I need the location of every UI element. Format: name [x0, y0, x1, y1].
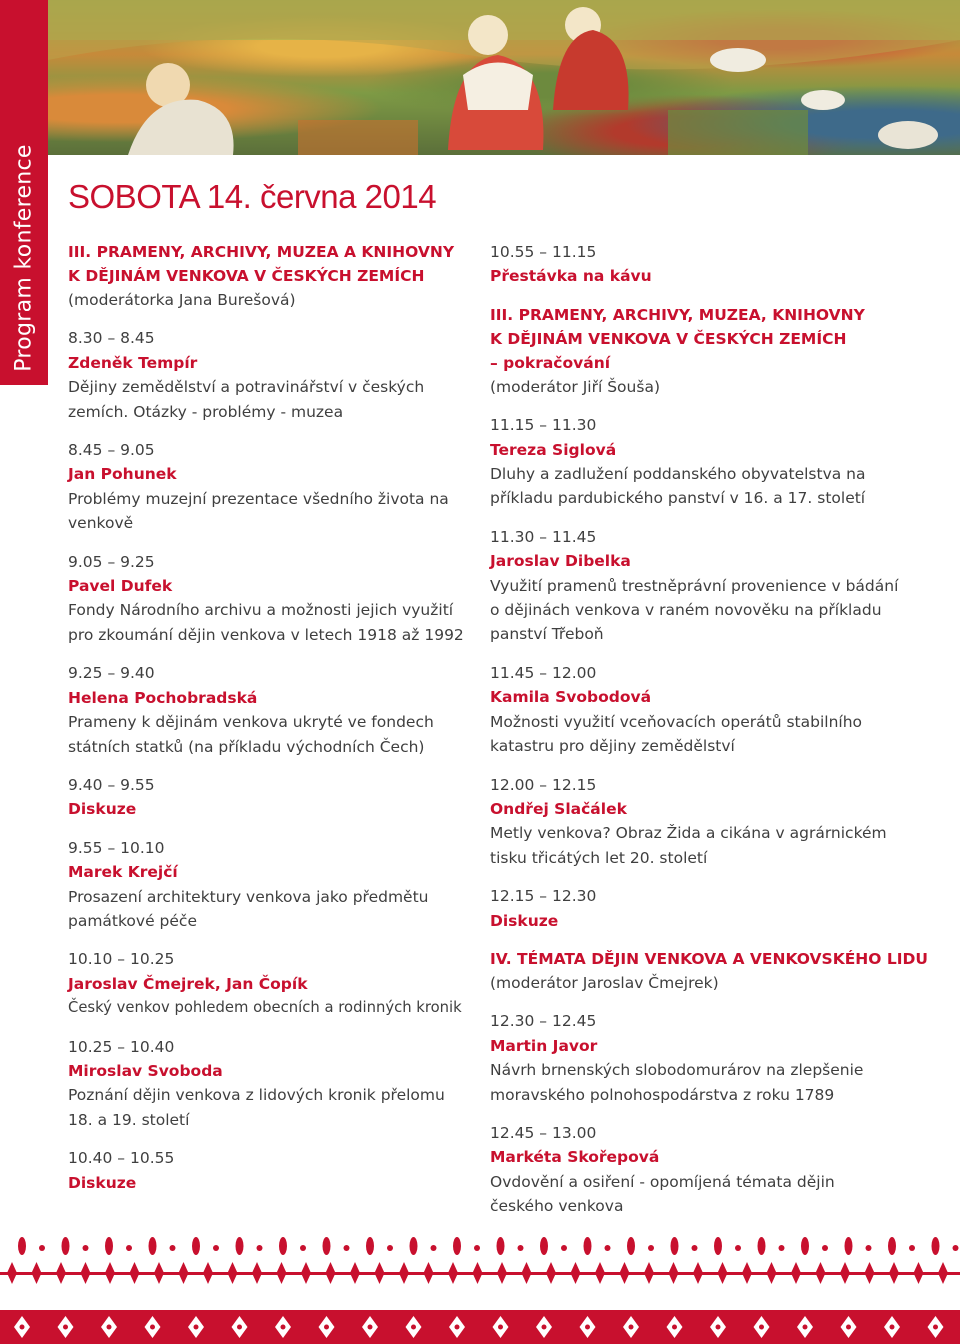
- item-speaker: Diskuze: [68, 1173, 137, 1192]
- ornament-drop: [236, 1237, 244, 1255]
- ornament-drop: [62, 1237, 70, 1255]
- ornament-diamond: [32, 1262, 42, 1284]
- ornament-diamond: [914, 1262, 924, 1284]
- item-time: 10.40 – 10.55: [68, 1149, 175, 1168]
- ornament-dot: [779, 1245, 785, 1251]
- ornament-diamond: [718, 1262, 728, 1284]
- item-time: 9.25 – 9.40: [68, 664, 155, 683]
- ornament-diamond: [693, 1262, 703, 1284]
- ornament-diamond: [105, 1262, 115, 1284]
- program-item: [68, 773, 468, 822]
- program-item: [490, 413, 890, 511]
- item-time: 12.45 – 13.00: [490, 1123, 597, 1142]
- ornament-drop: [758, 1237, 766, 1255]
- ornament-dot: [213, 1245, 219, 1251]
- item-time: 9.40 – 9.55: [68, 775, 155, 794]
- ornament-cross-center: [20, 1325, 25, 1330]
- section-title-line: III. PRAMENY, ARCHIVY, MUZEA, KNIHOVNY: [490, 305, 865, 324]
- item-speaker: Jan Pohunek: [68, 465, 177, 484]
- item-speaker: Jaroslav Dibelka: [490, 552, 631, 571]
- ornament-cross-center: [237, 1325, 242, 1330]
- program-item: [68, 1035, 468, 1133]
- item-title-line: Návrh brnenských slobodomurárov na zlepšenie: [490, 1061, 864, 1080]
- item-title-line: Problémy muzejní prezentace všedního života na: [68, 489, 449, 508]
- ornament-dot: [126, 1245, 132, 1251]
- ornament-drop: [888, 1237, 896, 1255]
- ornament-diamond: [448, 1262, 458, 1284]
- ornament-diamond: [840, 1262, 850, 1284]
- program-item: [68, 836, 468, 934]
- ornament-diamond: [350, 1262, 360, 1284]
- ornament-cross-center: [542, 1325, 547, 1330]
- program-item: [68, 947, 468, 1020]
- ornament-diamond: [424, 1262, 434, 1284]
- ornament-drop: [627, 1237, 635, 1255]
- section-title-line: IV. TÉMATA DĚJIN VENKOVA A VENKOVSKÉHO LIDU: [490, 949, 928, 968]
- ornament-cross-center: [716, 1325, 721, 1330]
- item-title-line: 18. a 19. století: [68, 1110, 190, 1129]
- right-column: [490, 240, 928, 1233]
- item-time: 9.05 – 9.25: [68, 552, 155, 571]
- ornament-dot: [83, 1245, 89, 1251]
- item-title-line: Využití pramenů trestněprávní provenience v bádání: [490, 576, 899, 595]
- item-title-line: venkově: [68, 514, 134, 533]
- ornament-dot: [344, 1245, 350, 1251]
- item-title-line: pro zkoumání dějin venkova v letech 1918 až 1992: [68, 625, 464, 644]
- ornament-diamond: [669, 1262, 679, 1284]
- program-item: [68, 1146, 468, 1195]
- section-title-line: K DĚJINÁM VENKOVA V ČESKÝCH ZEMÍCH: [490, 329, 847, 348]
- ornament-dot: [822, 1245, 828, 1251]
- ornament-cross-center: [803, 1325, 808, 1330]
- moderator: (moderátor Jaroslav Čmejrek): [490, 973, 719, 992]
- left-column: [68, 240, 468, 1209]
- ornament-drop: [18, 1237, 26, 1255]
- ornament-diamond: [522, 1262, 532, 1284]
- ornament-drop: [323, 1237, 331, 1255]
- ornament-drop: [366, 1237, 374, 1255]
- coffee-break: [490, 240, 890, 289]
- ornament-diamond: [644, 1262, 654, 1284]
- ornament-dot: [170, 1245, 176, 1251]
- item-time: 12.30 – 12.45: [490, 1012, 597, 1031]
- item-time: 9.55 – 10.10: [68, 838, 165, 857]
- program-item: [490, 1009, 890, 1107]
- item-speaker: Helena Pochobradská: [68, 688, 258, 707]
- painting-figures: [48, 0, 960, 155]
- item-title-line: Fondy Národního archivu a možnosti jejich využití: [68, 601, 454, 620]
- ornament-dot: [474, 1245, 480, 1251]
- header-painting: [48, 0, 960, 155]
- ornament-diamond: [56, 1262, 66, 1284]
- ornament-cross-center: [368, 1325, 373, 1330]
- ornament-drop: [453, 1237, 461, 1255]
- item-title-line: Možnosti využití vceňovacích operátů stabilního: [490, 712, 863, 731]
- item-title-line: Metly venkova? Obraz Žida a cikána v agrárnickém: [490, 824, 887, 843]
- section-title-line: III. PRAMENY, ARCHIVY, MUZEA A KNIHOVNY: [68, 243, 455, 261]
- ornament-diamond: [7, 1262, 17, 1284]
- ornament-dot: [735, 1245, 741, 1251]
- item-title-line: Český venkov pohledem obecních a rodinných kronik: [68, 999, 462, 1017]
- ornament-cross-center: [890, 1325, 895, 1330]
- item-time: 11.15 – 11.30: [490, 416, 597, 435]
- ornament-cross-center: [281, 1325, 286, 1330]
- ornament-diamond: [546, 1262, 556, 1284]
- item-speaker: Diskuze: [68, 800, 137, 819]
- item-title-line: Prosazení architektury venkova jako předmětu: [68, 887, 429, 906]
- ornament-dot: [39, 1245, 45, 1251]
- item-title-line: moravského polnohospodárstva z roku 1789: [490, 1085, 835, 1104]
- item-time: 11.30 – 11.45: [490, 527, 597, 546]
- item-time: 10.10 – 10.25: [68, 950, 175, 969]
- section-iv-header: [490, 947, 928, 995]
- item-title-line: katastru pro dějiny zemědělství: [490, 737, 735, 756]
- ornament-cross-center: [63, 1325, 68, 1330]
- ornament-drop: [410, 1237, 418, 1255]
- ornament-cross-center: [107, 1325, 112, 1330]
- section-title-line: K DĚJINÁM VENKOVA V ČESKÝCH ZEMÍCH: [68, 267, 425, 285]
- item-speaker: Kamila Svobodová: [490, 688, 652, 707]
- break-label: Přestávka na kávu: [490, 267, 652, 286]
- ornament-diamond: [252, 1262, 262, 1284]
- ornament-diamond: [497, 1262, 507, 1284]
- ornament-diamond: [154, 1262, 164, 1284]
- item-title-line: panství Třeboň: [490, 625, 604, 644]
- ornament-diamond: [399, 1262, 409, 1284]
- item-title-line: Poznání dějin venkova z lidových kronik přelomu: [68, 1086, 445, 1105]
- ornament-drop: [149, 1237, 157, 1255]
- item-title-line: o dějinách venkova v raném novověku na příkladu: [490, 601, 882, 620]
- ornament-diamond: [375, 1262, 385, 1284]
- program-item: [490, 661, 890, 759]
- ornament-diamond: [277, 1262, 287, 1284]
- ornament-dot: [605, 1245, 611, 1251]
- ornament-diamond: [865, 1262, 875, 1284]
- ornament-diamond: [742, 1262, 752, 1284]
- ornament-dot: [431, 1245, 437, 1251]
- ornament-drop: [497, 1237, 505, 1255]
- item-speaker: Markéta Skořepová: [490, 1148, 660, 1167]
- ornament-cross-center: [150, 1325, 155, 1330]
- ornament-row-middle: [0, 1262, 960, 1284]
- ornament-diamond: [571, 1262, 581, 1284]
- ornament-dot: [692, 1245, 698, 1251]
- item-time: 12.15 – 12.30: [490, 887, 597, 906]
- program-item: [490, 773, 890, 871]
- item-title-line: Ovdovění a osiření - opomíjená témata dějin: [490, 1172, 835, 1191]
- ornament-cross-center: [455, 1325, 460, 1330]
- section-title-line: – pokračování: [490, 353, 611, 372]
- item-title-line: zemích. Otázky - problémy - muzea: [68, 402, 344, 421]
- ornament-diamond: [473, 1262, 483, 1284]
- ornament-drop: [279, 1237, 287, 1255]
- ornament-diamond: [938, 1262, 948, 1284]
- ornament-diamond: [179, 1262, 189, 1284]
- item-title-line: památkové péče: [68, 911, 197, 930]
- item-speaker: Jaroslav Čmejrek, Jan Čopík: [68, 974, 308, 993]
- ornament-drop: [540, 1237, 548, 1255]
- ornament-dot: [953, 1245, 959, 1251]
- program-item: [68, 326, 468, 424]
- ornament-diamond: [791, 1262, 801, 1284]
- ornament-diamond: [203, 1262, 213, 1284]
- ornament-cross-center: [629, 1325, 634, 1330]
- ornament-drop: [714, 1237, 722, 1255]
- ornament-drop: [845, 1237, 853, 1255]
- break-time: 10.55 – 11.15: [490, 243, 597, 261]
- item-speaker: Diskuze: [490, 911, 559, 930]
- ornament-row-top: [18, 1237, 959, 1255]
- ornament-cross-center: [498, 1325, 503, 1330]
- item-speaker: Zdeněk Tempír: [68, 353, 198, 372]
- ornament-diamond: [130, 1262, 140, 1284]
- ornament-diamond: [595, 1262, 605, 1284]
- item-time: 10.25 – 10.40: [68, 1037, 175, 1056]
- section-iii-header: [68, 240, 468, 312]
- item-time: 12.00 – 12.15: [490, 775, 597, 794]
- ornament-drop: [192, 1237, 200, 1255]
- ornament-cross-center: [759, 1325, 764, 1330]
- item-title-line: příkladu pardubického panství v 16. a 17. století: [490, 489, 866, 508]
- program-item: [68, 438, 468, 536]
- item-speaker: Marek Krejčí: [68, 863, 178, 882]
- moderator: (moderátorka Jana Burešová): [68, 291, 296, 309]
- ornament-diamond: [816, 1262, 826, 1284]
- side-label: Program konference: [11, 144, 37, 372]
- ornament-cross-center: [585, 1325, 590, 1330]
- item-title-line: státních statků (na příkladu východních Čech): [68, 737, 425, 756]
- folk-ornament: [0, 1228, 960, 1344]
- ornament-dot: [866, 1245, 872, 1251]
- item-time: 11.45 – 12.00: [490, 663, 597, 682]
- ornament-diamond: [620, 1262, 630, 1284]
- item-time: 8.45 – 9.05: [68, 441, 155, 460]
- ornament-cross-center: [672, 1325, 677, 1330]
- item-title-line: Dluhy a zadlužení poddanského obyvatelstva na: [490, 465, 866, 484]
- item-title-line: českého venkova: [490, 1197, 624, 1216]
- ornament-band: [0, 1310, 960, 1344]
- ornament-cross-center: [933, 1325, 938, 1330]
- program-item: [490, 1121, 890, 1219]
- item-speaker: Tereza Siglová: [490, 440, 617, 459]
- ornament-drop: [105, 1237, 113, 1255]
- day-title: SOBOTA 14. června 2014: [68, 178, 437, 215]
- ornament-diamond: [889, 1262, 899, 1284]
- ornament-dot: [257, 1245, 263, 1251]
- ornament-dot: [648, 1245, 654, 1251]
- ornament-dot: [300, 1245, 306, 1251]
- section-iii-continued-header: [490, 303, 890, 399]
- item-title-line: tisku třicátých let 20. století: [490, 848, 708, 867]
- item-time: 8.30 – 8.45: [68, 329, 155, 348]
- ornament-dot: [561, 1245, 567, 1251]
- ornament-diamond: [326, 1262, 336, 1284]
- program-item: [68, 550, 468, 648]
- ornament-drop: [932, 1237, 940, 1255]
- program-item: [68, 661, 468, 759]
- ornament-row-bottom: [0, 1310, 960, 1344]
- item-title-line: Prameny k dějinám venkova ukryté ve fondech: [68, 713, 434, 732]
- ornament-dot: [387, 1245, 393, 1251]
- ornament-diamond: [301, 1262, 311, 1284]
- ornament-dot: [909, 1245, 915, 1251]
- ornament-drop: [584, 1237, 592, 1255]
- ornament-cross-center: [194, 1325, 199, 1330]
- item-speaker: Martin Javor: [490, 1036, 598, 1055]
- ornament-cross-center: [324, 1325, 329, 1330]
- ornament-drop: [801, 1237, 809, 1255]
- ornament-diamond: [228, 1262, 238, 1284]
- ornament-cross-center: [411, 1325, 416, 1330]
- program-item: [490, 525, 899, 647]
- item-title-line: Dějiny zemědělství a potravinářství v českých: [68, 378, 425, 397]
- item-speaker: Pavel Dufek: [68, 577, 173, 596]
- item-speaker: Ondřej Slačálek: [490, 799, 627, 818]
- program-item: [490, 884, 890, 933]
- moderator: (moderátor Jiří Šouša): [490, 377, 660, 396]
- ornament-drop: [671, 1237, 679, 1255]
- ornament-diamond: [767, 1262, 777, 1284]
- ornament-cross-center: [846, 1325, 851, 1330]
- item-speaker: Miroslav Svoboda: [68, 1061, 223, 1080]
- ornament-diamond: [81, 1262, 91, 1284]
- ornament-dot: [518, 1245, 524, 1251]
